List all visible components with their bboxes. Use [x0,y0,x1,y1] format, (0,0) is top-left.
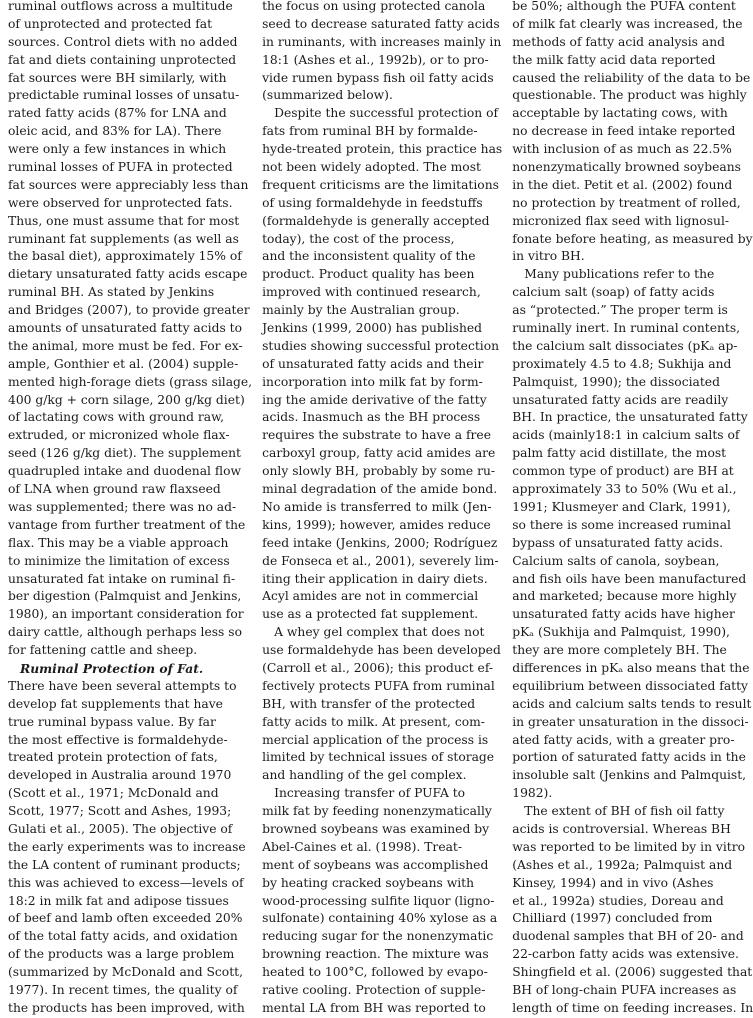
text-line: minal degradation of the amide bond. [262,482,498,497]
text-line: 1977). In recent times, the quality of [8,982,238,997]
text-line: et al., 1992a) studies, Doreau and [512,893,724,908]
text-line: the early experiments was to increase [8,839,246,854]
text-line: this was achieved to excess—levels of [8,875,244,890]
text-line: treated protein protection of fats, [8,750,218,765]
text-line: fonate before heating, as measured by [512,231,753,246]
text-line: acids is controversial. Whereas BH [512,821,731,836]
text-line: ment of soybeans was accomplished [262,857,489,872]
text-line: differences in pKₐ also means that the [512,660,750,675]
text-line: No amide is transferred to milk (Jen- [262,499,492,514]
text-line: approximately 33 to 50% (Wu et al., [512,482,737,497]
text-line: of unsaturated fatty acids and their [262,356,484,371]
text-line: be 50%; although the PUFA content [512,0,736,13]
text-line: of the products was a large problem [8,947,235,962]
text-line: Gulati et al., 2005). The objective of [8,821,233,836]
paragraph-first-line: Despite the successful protection of [274,106,499,121]
text-line: Abel-Caines et al. (1998). Treat- [262,839,463,854]
text-line: micronized flax seed with lignosul- [512,213,730,228]
text-line: pKₐ (Sukhija and Palmquist, 1990), [512,625,730,640]
text-line: calcium salt (soap) of fatty acids [512,285,715,300]
text-line: of milk fat clearly was increased, the [512,16,743,31]
text-line: acids. Inasmuch as the BH process [262,410,481,425]
text-line: 18:2 in milk fat and adipose tissues [8,893,229,908]
text-line: (summarized by McDonald and Scott, [8,965,243,980]
text-line: developed in Australia around 1970 [8,768,232,783]
text-line: oleic acid, and 83% for LA). There [8,124,222,139]
text-line: reducing sugar for the nonenzymatic [262,929,494,944]
text-line: wood-processing sulfite liquor (ligno- [262,893,495,908]
text-line: dairy cattle, although perhaps less so [8,625,242,640]
text-line: BH. In practice, the unsaturated fatty [512,410,748,425]
text-line: unsaturated fatty acids are readily [512,392,729,407]
text-line: 22-carbon fatty acids was extensive. [512,947,739,962]
text-line: as “protected.” The proper term is [512,303,728,318]
text-line: fats from ruminal BH by formalde- [262,124,478,139]
text-line: the LA content of ruminant products; [8,857,241,872]
text-line: were observed for unprotected fats. [8,195,233,210]
text-line: of lactating cows with ground raw, [8,410,225,425]
text-line: they are more completely BH. The [512,643,727,658]
text-line: the basal diet), approximately 15% of [8,249,242,264]
text-line: 1980), an important consideration for [8,607,244,622]
text-line: portion of saturated fatty acids in the [512,750,746,765]
text-line: nonenzymatically browned soybeans [512,160,741,175]
text-line: by heating cracked soybeans with [262,875,475,890]
text-line: studies showing successful protection [262,338,500,353]
text-line: carboxyl group, fatty acid amides are [262,446,496,461]
text-line: of LNA when ground raw flaxseed [8,482,221,497]
text-line: and Bridges (2007), to provide greater [8,303,250,318]
text-line: mainly by the Australian group. [262,303,460,318]
text-line: mercial application of the process is [262,732,489,747]
text-line: kins, 1999); however, amides reduce [262,517,491,532]
text-line: not been widely adopted. The most [262,160,481,175]
text-line: fat sources were BH similarly, with [8,70,227,85]
text-line: sulfonate) containing 40% xylose as a [262,911,498,926]
text-line: amounts of unsaturated fatty acids to [8,321,243,336]
text-line: use formaldehyde has been developed [262,643,501,658]
text-line: (Carroll et al., 2006); this product ef- [262,660,494,675]
text-line: mented high-forage diets (grass silage, [8,374,253,389]
section-heading: Ruminal Protection of Fat. [20,660,204,676]
text-line: product. Product quality has been [262,267,475,282]
text-line: Chilliard (1997) concluded from [512,911,713,926]
text-line: browning reaction. The mixture was [262,947,489,962]
text-line: Calcium salts of canola, soybean, [512,553,720,568]
text-line: Thus, one must assume that for most [8,213,240,228]
text-line: the focus on using protected canola [262,0,486,13]
text-line: in vitro BH. [512,249,585,264]
text-line: to minimize the limitation of excess [8,553,230,568]
text-column-middle [262,0,503,1015]
text-line: 1982). [512,786,553,801]
text-column-right [512,0,753,1015]
text-line: the products has been improved, with [8,1000,245,1015]
text-line: frequent criticisms are the limitations [262,177,499,192]
paragraph-first-line: Many publications refer to the [524,267,715,282]
text-line: methods of fatty acid analysis and [512,34,726,49]
text-line: of beef and lamb often exceeded 20% [8,911,243,926]
text-line: for fattening cattle and sheep. [8,643,198,658]
text-line: with inclusion of as much as 22.5% [512,142,732,157]
text-line: (formaldehyde is generally accepted [262,213,490,228]
text-line: limited by technical issues of storage [262,750,495,765]
text-line: dietary unsaturated fatty acids escape [8,267,248,282]
text-line: no decrease in feed intake reported [512,124,736,139]
text-line: (Ashes et al., 1992a; Palmquist and [512,857,733,872]
text-line: (Scott et al., 1971; McDonald and [8,786,219,801]
text-line: vantage from further treatment of the [8,517,246,532]
text-line: the calcium salt dissociates (pKₐ ap- [512,338,738,353]
text-line: fat sources were appreciably less than [8,177,249,192]
text-line: requires the substrate to have a free [262,428,491,443]
text-line: (summarized below). [262,88,393,103]
text-line: milk fat by feeding nonenzymatically [262,804,492,819]
text-line: seed to decrease saturated fatty acids [262,16,500,31]
paragraph-first-line: The extent of BH of fish oil fatty [524,804,725,819]
paragraph-first-line: A whey gel complex that does not [274,625,485,640]
text-line: so there is some increased ruminal [512,517,731,532]
text-line: There have been several attempts to [8,678,237,693]
text-line: Jenkins (1999, 2000) has published [262,321,483,336]
text-line: equilibrium between dissociated fatty [512,678,748,693]
text-line: proximately 4.5 to 4.8; Sukhija and [512,356,732,371]
text-line: in ruminants, with increases mainly in [262,34,502,49]
text-line: Kinsey, 1994) and in vivo (Ashes [512,875,714,890]
text-line: hyde-treated protein, this practice has [262,142,503,157]
text-line: Shingfield et al. (2006) suggested that [512,965,753,980]
text-line: de Fonseca et al., 2001), severely lim- [262,553,499,568]
text-line: 18:1 (Ashes et al., 1992b), or to pro- [262,52,489,67]
text-line: caused the reliability of the data to be [512,70,751,85]
text-line: unsaturated fat intake on ruminal fi- [8,571,236,586]
text-line: develop fat supplements that have [8,696,223,711]
text-line: BH, with transfer of the protected [262,696,476,711]
text-line: and marketed; because more highly [512,589,737,604]
text-line: use as a protected fat supplement. [262,607,479,622]
text-line: BH of long-chain PUFA increases as [512,982,737,997]
text-line: 400 g/kg + corn silage, 200 g/kg diet) [8,392,245,407]
text-line: unsaturated fatty acids have higher [512,607,735,622]
text-line: Scott, 1977; Scott and Ashes, 1993; [8,804,232,819]
text-line: ruminant fat supplements (as well as [8,231,239,246]
text-line: feed intake (Jenkins, 2000; Rodríguez [262,535,498,550]
text-line: ample, Gonthier et al. (2004) supple- [8,356,239,371]
text-column-left [8,0,253,1015]
text-line: only slowly BH, probably by some ru- [262,464,496,479]
text-line: common type of product) are BH at [512,464,734,479]
text-line: ated fatty acids, with a greater pro- [512,732,735,747]
text-line: length of time on feeding increases. In [512,1000,753,1015]
text-line: questionable. The product was highly [512,88,747,103]
text-line: browned soybeans was examined by [262,821,490,836]
paragraph-first-line: Increasing transfer of PUFA to [274,786,466,801]
text-line: was supplemented; there was no ad- [8,499,237,514]
text-line: flax. This may be a viable approach [8,535,229,550]
text-line: of using formaldehyde in feedstuffs [262,195,483,210]
text-line: of the total fatty acids, and oxidation [8,929,238,944]
text-line: seed (126 g/kg diet). The supplement [8,446,241,461]
text-line: rated fatty acids (87% for LNA and [8,106,227,121]
text-line: the milk fatty acid data reported [512,52,716,67]
text-line: no protection by treatment of rolled, [512,195,741,210]
text-line: acceptable by lactating cows, with [512,106,728,121]
text-line: ruminal losses of PUFA in protected [8,160,233,175]
text-line: acids (mainly18:1 in calcium salts of [512,428,740,443]
text-line: fatty acids to milk. At present, com- [262,714,485,729]
text-line: quadrupled intake and duodenal flow [8,464,242,479]
text-line: Palmquist, 1990); the dissociated [512,374,720,389]
text-line: rative cooling. Protection of supple- [262,982,486,997]
text-line: extruded, or micronized whole flax- [8,428,230,443]
text-line: fat and diets containing unprotected [8,52,237,67]
text-line: in the diet. Petit et al. (2002) found [512,177,733,192]
text-line: of unprotected and protected fat [8,16,213,31]
text-line: and fish oils have been manufactured [512,571,747,586]
text-line: 1991; Klusmeyer and Clark, 1991), [512,499,731,514]
text-line: and handling of the gel complex. [262,768,467,783]
text-line: predictable ruminal losses of unsatu- [8,88,240,103]
text-line: heated to 100°C, followed by evapo- [262,965,488,980]
text-line: ruminal outflows across a multitude [8,0,233,13]
text-line: palm fatty acid distillate, the most [512,446,727,461]
text-line: insoluble salt (Jenkins and Palmquist, [512,768,747,783]
text-line: fectively protects PUFA from ruminal [262,678,495,693]
text-line: were only a few instances in which [8,142,227,157]
text-line: true ruminal bypass value. By far [8,714,216,729]
text-line: vide rumen bypass fish oil fatty acids [262,70,494,85]
text-line: iting their application in dairy diets. [262,571,488,586]
text-line: Acyl amides are not in commercial [262,589,479,604]
text-line: sources. Control diets with no added [8,34,238,49]
text-line: mental LA from BH was reported to [262,1000,486,1015]
text-line: today), the cost of the process, [262,231,455,246]
text-line: ing the amide derivative of the fatty [262,392,487,407]
text-line: ruminal BH. As stated by Jenkins [8,285,215,300]
text-line: ber digestion (Palmquist and Jenkins, [8,589,242,604]
text-line: ruminally inert. In ruminal contents, [512,321,741,336]
text-line: was reported to be limited by in vitro [512,839,745,854]
text-line: and the inconsistent quality of the [262,249,476,264]
text-line: in greater unsaturation in the dissoci- [512,714,749,729]
text-line: duodenal samples that BH of 20- and [512,929,744,944]
text-line: the animal, more must be fed. For ex- [8,338,243,353]
section-heading-line [8,660,252,678]
text-line: improved with continued research, [262,285,481,300]
text-line: acids and calcium salts tends to result [512,696,752,711]
text-line: the most effective is formaldehyde- [8,732,228,747]
text-line: incorporation into milk fat by form- [262,374,483,389]
text-line: bypass of unsaturated fatty acids. [512,535,724,550]
